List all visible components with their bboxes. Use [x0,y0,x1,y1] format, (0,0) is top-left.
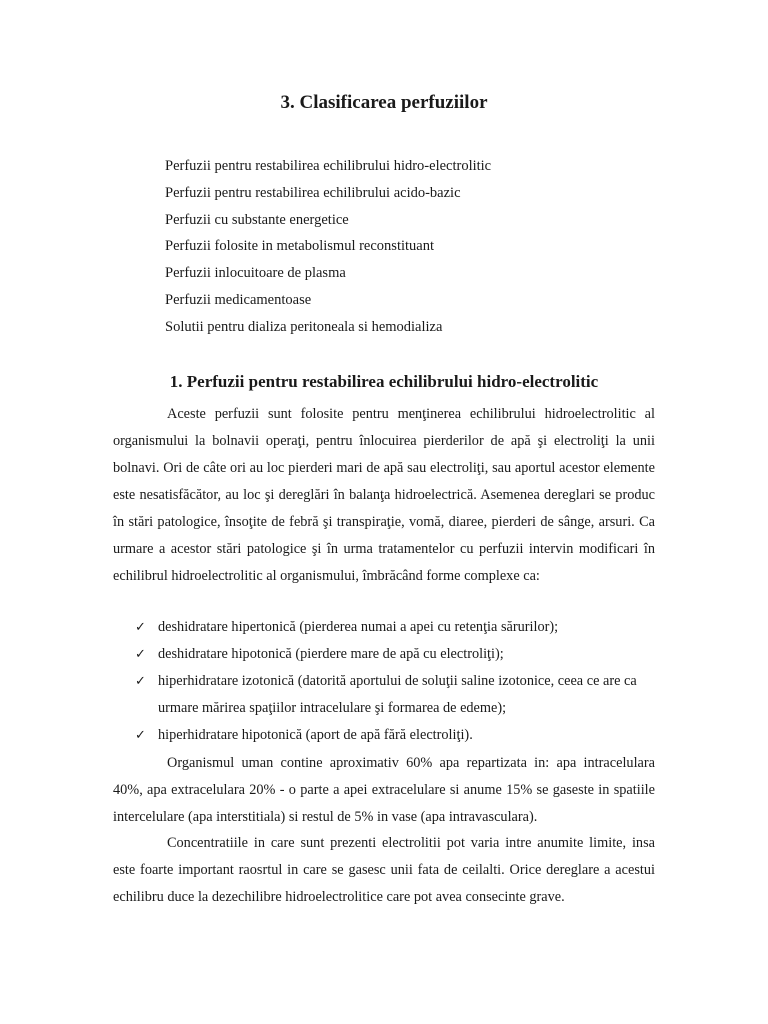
check-list-item [113,641,655,668]
check-mark-icon: ✓ [135,647,146,662]
check-list-text: hiperhidratare hipotonică (aport de apă fără electroliţi). [158,727,473,743]
check-list-item [113,614,655,641]
check-list [113,614,655,749]
list-item: Perfuzii inlocuitoare de plasma [165,265,346,282]
paragraph-1 [113,401,655,590]
check-mark-icon: ✓ [135,620,146,635]
list-item: Perfuzii cu substante energetice [165,211,349,228]
check-mark-icon: ✓ [135,728,146,743]
list-item: Perfuzii pentru restabilirea echilibrului acido-bazic [165,184,461,201]
list-item: Perfuzii medicamentoase [165,291,312,308]
paragraph-3 [113,830,655,911]
paragraph-text: Aceste perfuzii sunt folosite pentru menţinerea echilibrului hidroelectrolitic al organismului la bolnavii operaţi, pentru înlocuirea pierderilor de apă şi electroliţi la unii bolnavi. Ori de câte ori au loc pierderi mari de apă sau electroliţi, sau aportul acestor elemente este nesatisfăcător, au loc şi dereglări în balanţa hidroelectrică. Asemenea dereglari se produc în stări patologice, însoţite de febră şi transpiraţie, vomă, diaree, pierderi de sânge, arsuri. Ca urmare a acestor stări patologice şi în urma tratamentelor cu perfuzii intervin modificari în echilibrul hidroelectrolitic al organismului, îmbrăcând forme complexe ca: [113,406,655,584]
check-mark-icon: ✓ [135,674,146,689]
page-title: 3. Clasificarea perfuziilor [280,92,488,113]
paragraph-2 [113,750,655,831]
list-item: Perfuzii pentru restabilirea echilibrului hidro-electrolitic [165,158,492,174]
paragraph-text: Organismul uman contine aproximativ 60% apa repartizata in: apa intracelulara 40%, apa extracelulara 20% - o parte a apei extracelulare si anume 15% se gaseste in spatiile intercelulare (apa interstitiala) si restul de 5% in vase (apa intravasculara). [113,755,655,825]
paragraph-text: Concentratiile in care sunt prezenti electrolitii pot varia intre anumite limite, insa este foarte important raosrtul in care se gasesc unii fata de ceilalti. Orice dereglare a acestui echilibru duce la dezechilibre hidroelectrolitice care pot avea consecinte grave. [113,835,655,905]
check-list-text: deshidratare hipotonică (pierdere mare de apă cu electroliţi); [158,646,504,662]
list-item: Perfuzii folosite in metabolismul reconstituant [165,238,435,255]
check-list-text: deshidratare hipertonică (pierderea numai a apei cu retenţia sărurilor); [158,619,559,635]
section-heading: 1. Perfuzii pentru restabilirea echilibrului hidro-electrolitic [169,372,599,391]
check-list-item [113,668,655,722]
list-item: Solutii pentru dializa peritoneala si hemodializa [165,318,443,335]
check-list-text: hiperhidratare izotonică (datorită aportului de soluţii saline izotonice, ceea ce are ca urmare mărirea spaţiilor intracelulare şi formarea de edeme); [158,673,637,716]
classification-list [165,153,491,341]
check-list-item [113,722,655,749]
